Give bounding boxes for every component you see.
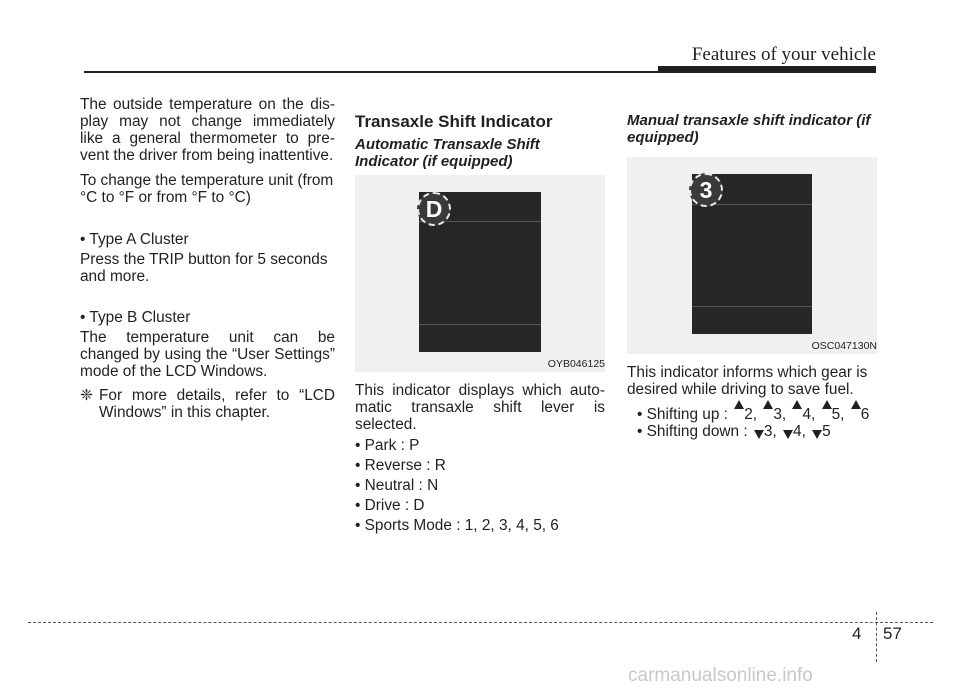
note-block <box>80 387 335 421</box>
shift-up-label: • Shifting up : <box>637 406 728 423</box>
note-symbol-icon: ❈ <box>80 387 93 404</box>
gear-position-list <box>355 436 605 536</box>
type-b-instruction: The temperature unit can be changed by using the “User Settings” mode of the LCD Windows. <box>80 329 335 380</box>
header-rule-bold <box>658 66 876 73</box>
paragraph-temperature-note: The outside temperature on the dis-play may not change immediately like a general thermometer to pre-vent the driver from being inattentive. <box>80 96 335 164</box>
arrow-down-icon <box>783 430 793 439</box>
display-divider <box>692 306 812 307</box>
gear-d-indicator-icon: D <box>417 192 451 226</box>
manual-indicator-figure <box>627 157 877 354</box>
arrow-up-icon <box>763 400 773 409</box>
gear-value: 2 <box>744 406 753 423</box>
arrow-up-icon <box>792 400 802 409</box>
list-item: • Sports Mode : 1, 2, 3, 4, 5, 6 <box>355 517 559 534</box>
type-a-instruction: Press the TRIP button for 5 seconds and more. <box>80 251 328 285</box>
gear-value: 4 <box>802 406 812 423</box>
type-a-label: • Type A Cluster <box>80 231 189 248</box>
gear-value: 3 <box>773 406 782 423</box>
note-text: For more details, refer to “LCD Windows” in this chapter. <box>99 387 335 421</box>
automatic-subheading: Automatic Transaxle Shift Indicator (if equipped) <box>355 136 540 170</box>
footer-divider <box>876 612 877 662</box>
arrow-up-icon <box>734 400 744 409</box>
gear-value: 4 <box>793 423 802 440</box>
gear-value: 5 <box>822 423 831 440</box>
watermark: carmanualsonline.info <box>628 665 813 686</box>
arrow-up-icon <box>822 400 832 409</box>
arrow-up-icon <box>851 400 861 409</box>
column-left <box>80 96 335 421</box>
footer-rule <box>28 622 933 623</box>
gear-value: 5 <box>831 406 841 423</box>
figure-code: OSC047130N <box>811 340 877 352</box>
gear-value: 6 <box>860 406 870 423</box>
shift-down-label: • Shifting down : <box>637 423 748 440</box>
list-item: • Park : P <box>355 437 420 454</box>
manual-subheading: Manual transaxle shift indicator (if equipped) <box>627 112 871 146</box>
page-number: 57 <box>883 624 902 643</box>
gear-number-indicator-icon: 3 <box>689 173 723 207</box>
shift-up-line: • Shifting up : 2, 3, 4, 5, 6 <box>637 400 882 425</box>
arrow-down-icon <box>754 430 764 439</box>
list-item: • Neutral : N <box>355 477 439 494</box>
manual-description: This indicator informs which gear is desired while driving to save fuel. <box>627 364 868 398</box>
chapter-number: 4 <box>852 624 862 643</box>
list-item: • Reverse : R <box>355 457 446 474</box>
gear-value: 3 <box>763 423 773 440</box>
paragraph-change-unit: To change the temperature unit (from °C to °F or from °F to °C) <box>80 172 334 206</box>
automatic-description: This indicator displays which auto-matic transaxle shift lever is selected. <box>355 382 605 433</box>
header-rule <box>84 71 660 73</box>
shift-down-line: • Shifting down : 3, 4, 5 <box>637 423 831 440</box>
section-heading: Transaxle Shift Indicator <box>355 112 553 131</box>
type-b-label: • Type B Cluster <box>80 309 191 326</box>
figure-code: OYB046125 <box>547 358 605 370</box>
automatic-indicator-figure <box>355 175 605 372</box>
display-divider <box>419 324 541 325</box>
arrow-down-icon <box>812 430 822 439</box>
list-item: • Drive : D <box>355 497 425 514</box>
running-header: Features of your vehicle <box>691 44 876 65</box>
